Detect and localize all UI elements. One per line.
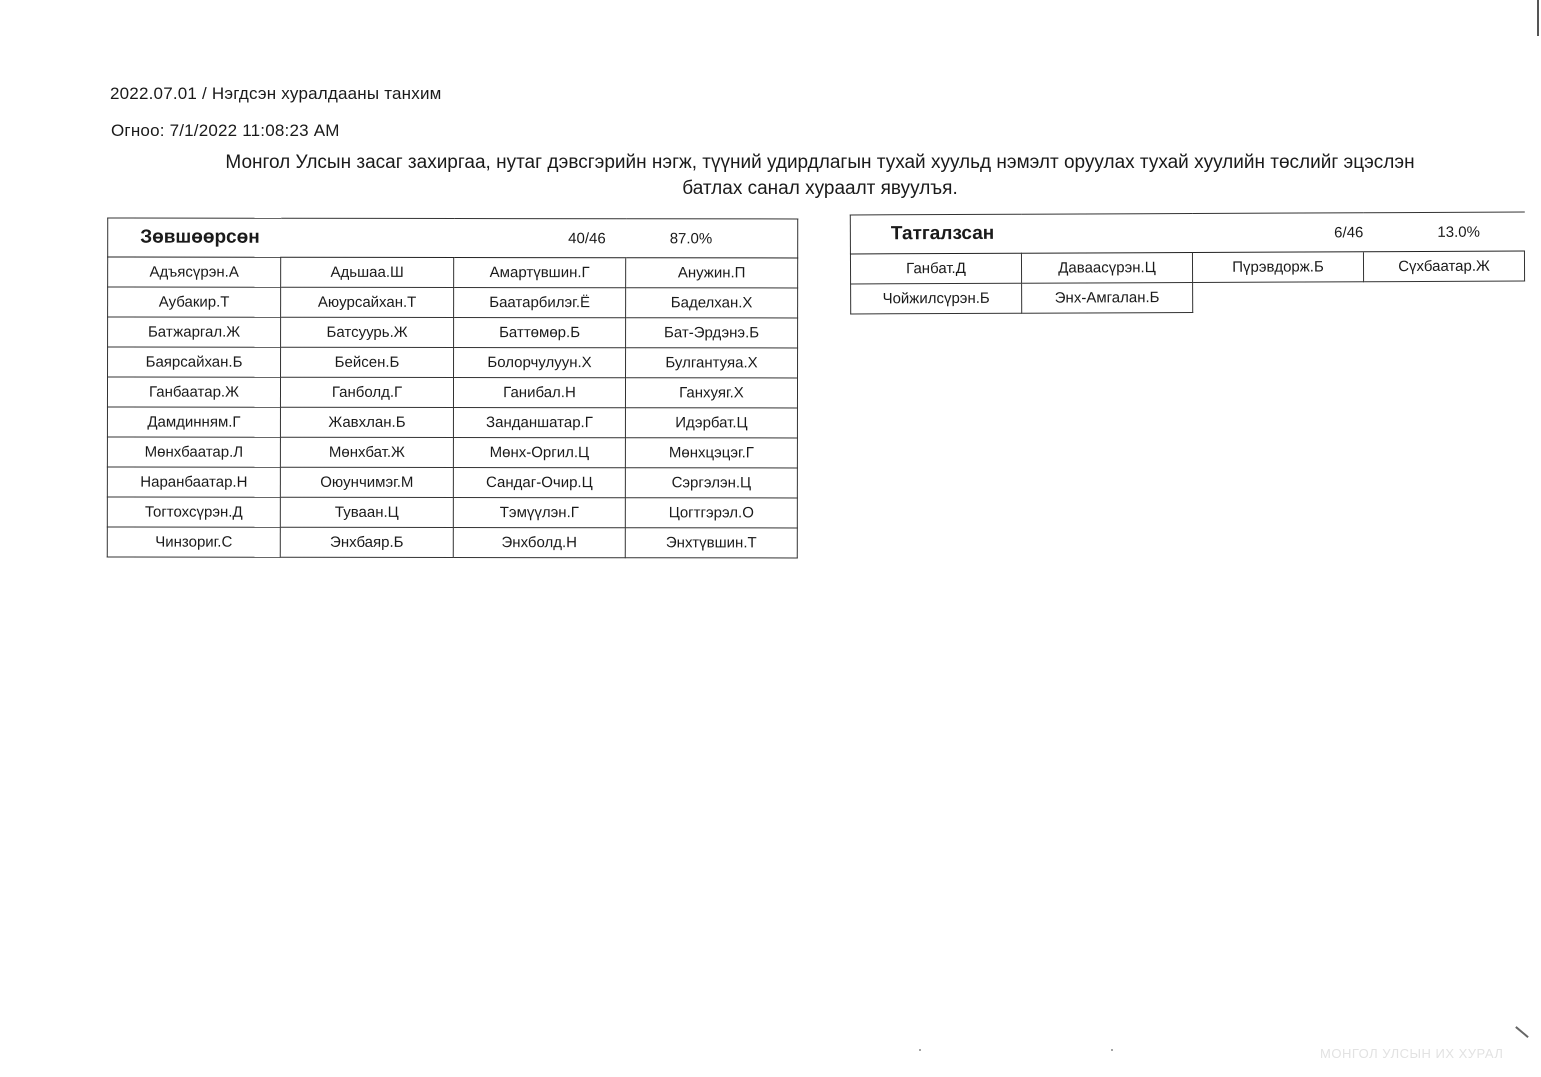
vote-title [120,150,1520,202]
reject-empty-cell [1193,282,1364,313]
reject-label: Татгалзсан [850,213,1192,253]
approve-name-cell: Ганбаатар.Ж [107,377,280,407]
approve-name-cell: Баттөмөр.Б [454,318,626,348]
reject-header [850,212,1524,254]
approve-header [108,218,798,258]
approve-name-cell: Тэмүүлэн.Г [453,498,625,528]
approve-percent: 87.0% [626,219,798,258]
approve-row [108,257,798,288]
approve-name-cell: Дамдинням.Г [107,407,280,437]
approve-name-cell: Батжаргал.Ж [108,317,281,347]
approve-count: 40/46 [454,219,626,258]
meeting-info: 2022.07.01 / Нэгдсэн хуралдааны танхим [110,84,442,103]
reject-count: 6/46 [1192,213,1363,253]
approve-row [108,347,798,378]
approve-names [107,257,797,558]
approve-name-cell: Мөнхцэцэг.Г [625,438,797,468]
approve-name-cell: Сандаг-Очир.Ц [453,468,625,498]
approve-label: Зөвшөөрсөн [108,218,454,257]
approve-name-cell: Амартүвшин.Г [454,258,626,288]
approve-name-cell: Сэргэлэн.Ц [625,468,797,498]
approve-name-cell: Бат-Эрдэнэ.Б [626,318,798,348]
approve-name-cell: Мөнх-Оргил.Ц [453,438,625,468]
approve-name-cell: Аюурсайхан.Т [281,287,454,317]
approve-table [107,218,798,559]
scan-corner-mark [1516,1026,1529,1037]
approve-name-cell: Чинзориг.С [107,527,280,557]
approve-name-cell: Мөнхбат.Ж [280,437,453,467]
approve-row [107,377,797,408]
reject-name-cell: Пүрэвдорж.Б [1192,252,1363,283]
approve-name-cell: Оюунчимэг.М [280,467,453,497]
approve-name-cell: Бейсен.Б [281,347,454,377]
approve-name-cell: Энхбаяр.Б [280,527,453,557]
approve-name-cell: Энхтүвшин.Т [625,528,797,558]
reject-name-cell: Чойжилсүрэн.Б [851,283,1022,314]
scan-edge-line [1537,0,1539,36]
approve-name-cell: Ганболд.Г [280,377,453,407]
approve-name-cell: Мөнхбаатар.Л [107,437,280,467]
reject-empty-cell [1364,281,1525,312]
reject-row [851,281,1525,314]
approve-name-cell: Анужин.П [626,258,798,288]
reject-name-cell: Ганбат.Д [850,253,1021,284]
approve-name-cell: Болорчулуун.Х [454,348,626,378]
approve-row [107,497,797,528]
approve-name-cell: Адъясүрэн.А [108,257,281,287]
approve-name-cell: Баярсайхан.Б [108,347,281,377]
vote-title-line-1: Монгол Улсын засаг захиргаа, нутаг дэвсгэрийн нэгж, түүний удирдлагын тухай хуульд нэмэлт оруулах тухай хуулийн төслийг эцэслэн [225,152,1415,173]
approve-row [107,407,797,438]
vote-title-line-2: батлах санал хураалт явуулъя. [682,178,958,199]
approve-row [108,317,798,348]
reject-name-cell: Даваасүрэн.Ц [1021,252,1192,283]
approve-name-cell: Цогтгэрэл.О [625,498,797,528]
scan-speck [919,1049,921,1051]
reject-name-cell: Сүхбаатар.Ж [1363,251,1524,282]
reject-names [850,251,1524,314]
approve-name-cell: Туваан.Ц [280,497,453,527]
approve-name-cell: Баделхан.Х [626,288,798,318]
approve-name-cell: Энхболд.Н [453,528,625,558]
approve-name-cell: Булгантуяа.Х [626,348,798,378]
scan-speck [1111,1049,1113,1051]
approve-name-cell: Занданшатар.Г [453,408,625,438]
parliament-watermark: МОНГОЛ УЛСЫН ИХ ХУРАЛ [1320,1046,1504,1061]
approve-name-cell: Ганибал.Н [453,378,625,408]
reject-name-cell: Энх-Амгалан.Б [1022,282,1193,313]
approve-row [107,467,797,498]
approve-name-cell: Ганхуяг.Х [625,378,797,408]
reject-row [850,251,1524,284]
reject-table [850,212,1525,315]
approve-name-cell: Аубакир.Т [108,287,281,317]
approve-name-cell: Батсуурь.Ж [281,317,454,347]
approve-row [107,437,797,468]
approve-name-cell: Наранбаатар.Н [107,467,280,497]
approve-row [107,527,797,558]
approve-row [108,287,798,318]
approve-name-cell: Баатарбилэг.Ё [454,288,626,318]
approve-name-cell: Жавхлан.Б [280,407,453,437]
vote-datetime: Огноо: 7/1/2022 11:08:23 AM [111,121,340,140]
reject-percent: 13.0% [1363,212,1524,252]
approve-name-cell: Идэрбат.Ц [625,408,797,438]
approve-name-cell: Тогтохсүрэн.Д [107,497,280,527]
approve-name-cell: Адьшаа.Ш [281,257,454,287]
